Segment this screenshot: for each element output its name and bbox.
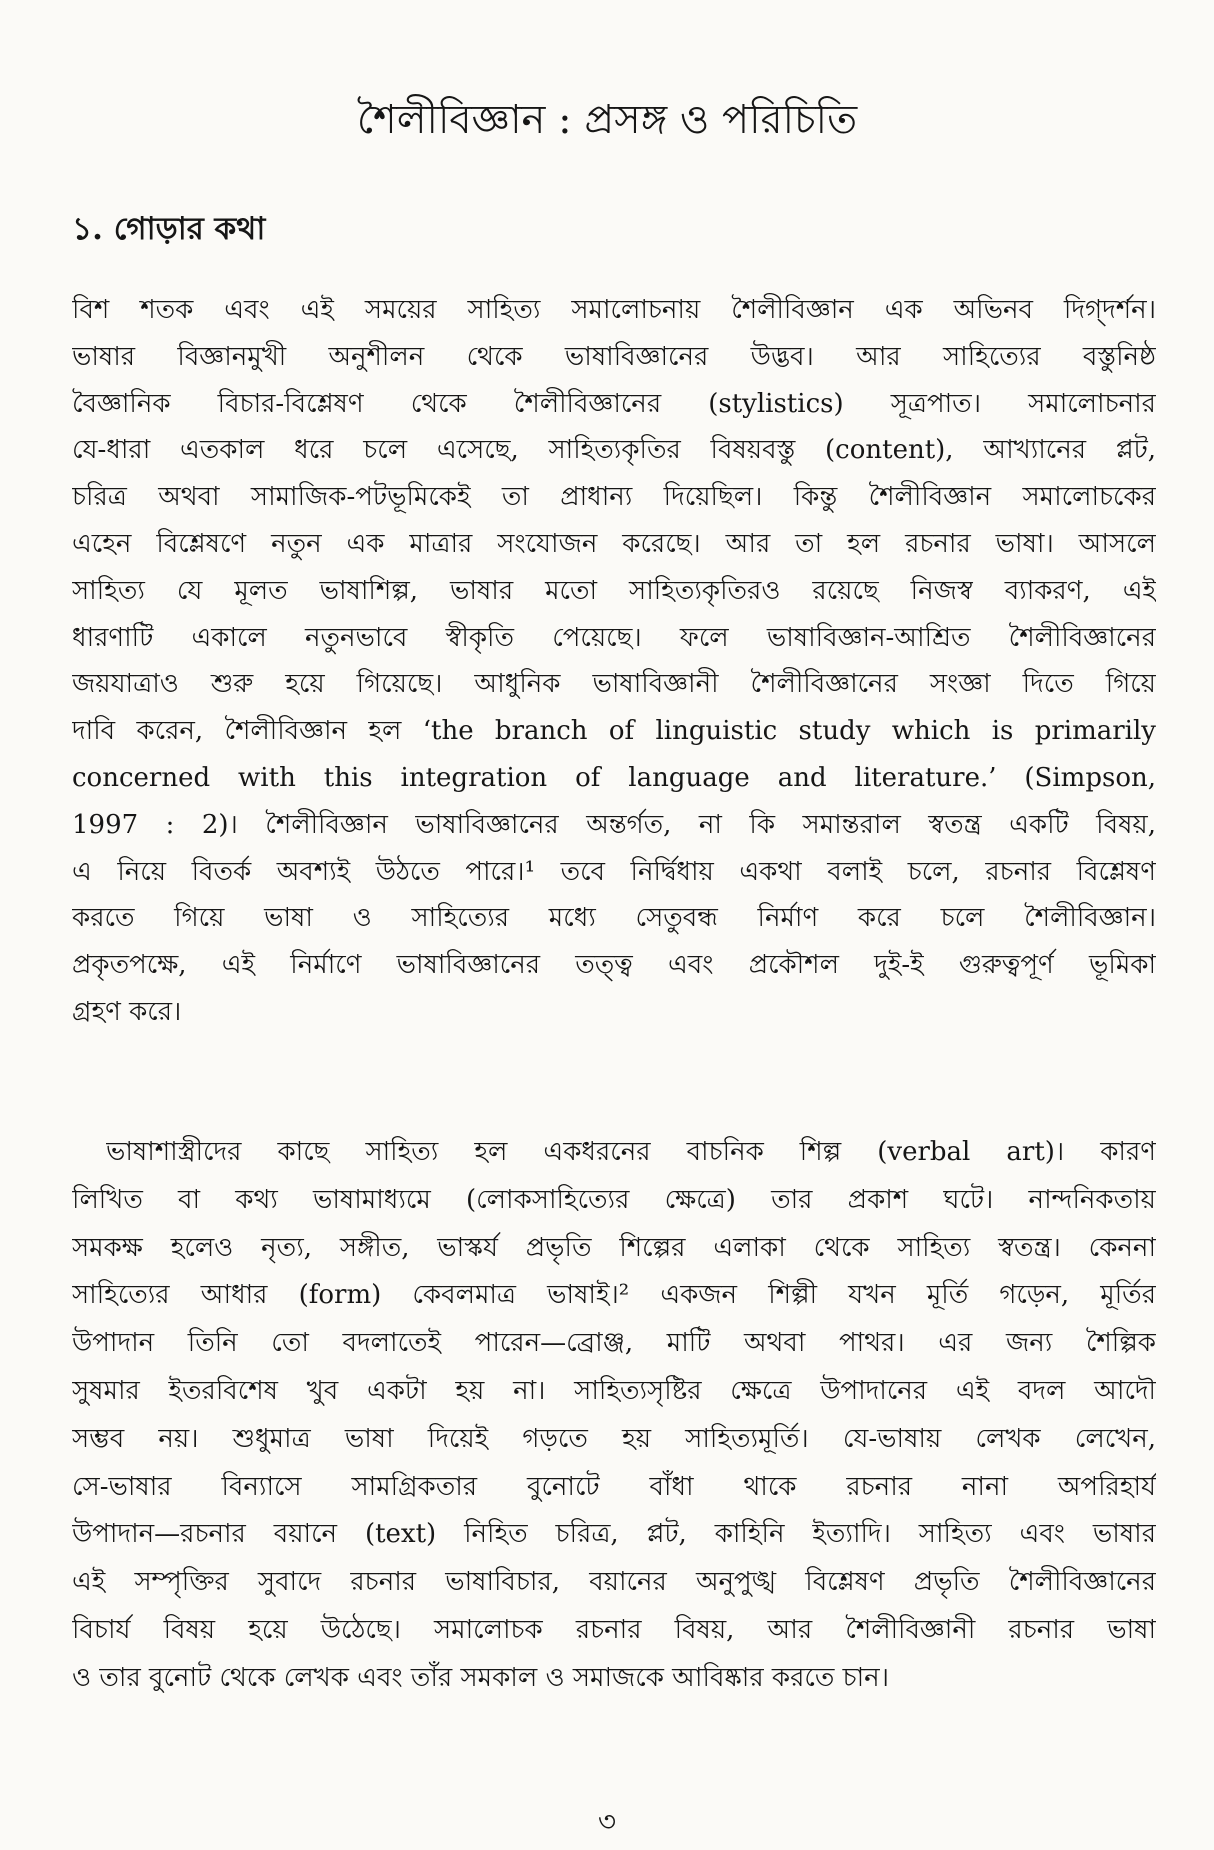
text-line: যে-ধারা এতকাল ধরে চলে এসেছে, সাহিত্যকৃতির বিষয়বস্তু (content), আখ্যানের প্লট, xyxy=(72,435,1156,466)
text-line: জয়যাত্রাও শুরু হয়ে গিয়েছে। আধুনিক ভাষাবিজ্ঞানী শৈলীবিজ্ঞানের সংজ্ঞা দিতে গিয়ে xyxy=(72,669,1156,700)
text-line: বিশ শতক এবং এই সময়ের সাহিত্য সমালোচনায় শৈলীবিজ্ঞান এক অভিনব দিগ্‌দর্শন। xyxy=(72,295,1156,325)
text-line: এ নিয়ে বিতর্ক অবশ্যই উঠতে পারে।¹ তবে নির্দ্বিধায় একথা বলাই চলে, রচনার বিশ্লেষণ xyxy=(72,856,1156,887)
text-line: সুষমার ইতরবিশেষ খুব একটা হয় না। সাহিত্যসৃষ্টির ক্ষেত্রে উপাদানের এই বদল আদৌ xyxy=(72,1376,1156,1406)
text-line: বিচার্য বিষয় হয়ে উঠেছে। সমালোচক রচনার বিষয়, আর শৈলীবিজ্ঞানী রচনার ভাষা xyxy=(72,1615,1156,1645)
text-line: দাবি করেন, শৈলীবিজ্ঞান হল ‘the branch of linguistic study which is primarily xyxy=(72,716,1156,747)
text-line: সমকক্ষ হলেও নৃত্য, সঙ্গীত, ভাস্কর্য প্রভৃতি শিল্পের এলাকা থেকে সাহিত্য স্বতন্ত্র। কেননা xyxy=(72,1232,1156,1263)
text-line: চরিত্র অথবা সামাজিক-পটভূমিকেই তা প্রাধান্য দিয়েছিল। কিন্তু শৈলীবিজ্ঞান সমালোচকের xyxy=(72,482,1156,513)
text-line: ভাষাশাস্ত্রীদের কাছে সাহিত্য হল একধরনের বাচনিক শিল্প (verbal art)। কারণ xyxy=(106,1137,1156,1167)
text-line: গ্রহণ করে। xyxy=(72,997,182,1027)
text-line: সে-ভাষার বিন্যাসে সামগ্রিকতার বুনোটে বাঁধা থাকে রচনার নানা অপরিহার্য xyxy=(72,1471,1156,1502)
text-line: উপাদান তিনি তো বদলাতেই পারেন—ব্রোঞ্জ, মাটি অথবা পাথর। এর জন্য শৈল্পিক xyxy=(72,1328,1156,1359)
text-line: ধারণাটি একালে নতুনভাবে স্বীকৃতি পেয়েছে। ফলে ভাষাবিজ্ঞান-আশ্রিত শৈলীবিজ্ঞানের xyxy=(72,622,1156,653)
text-line: করতে গিয়ে ভাষা ও সাহিত্যের মধ্যে সেতুবন্ধ নির্মাণ করে চলে শৈলীবিজ্ঞান। xyxy=(72,903,1156,934)
text-line: সম্ভব নয়। শুধুমাত্র ভাষা দিয়েই গড়তে হয় সাহিত্যমূর্তি। যে-ভাষায় লেখক লেখেন, xyxy=(72,1423,1156,1454)
text-line: এই সম্পৃক্তির সুবাদে রচনার ভাষাবিচার, বয়ানের অনুপুঙ্খ বিশ্লেষণ প্রভৃতি শৈলীবিজ্ঞানের xyxy=(72,1567,1156,1598)
text-line: সাহিত্যের আধার (form) কেবলমাত্র ভাষাই।² একজন শিল্পী যখন মূর্তি গড়েন, মূর্তির xyxy=(72,1280,1156,1311)
section-heading: ১. গোড়ার কথা xyxy=(72,211,266,247)
text-line: উপাদান—রচনার বয়ানে (text) নিহিত চরিত্র, প্লট, কাহিনি ইত্যাদি। সাহিত্য এবং ভাষার xyxy=(72,1519,1156,1550)
page-number: ৩ xyxy=(597,1805,617,1838)
text-line: 1997 : 2)। শৈলীবিজ্ঞান ভাষাবিজ্ঞানের অন্তর্গত, না কি সমান্তরাল স্বতন্ত্র একটি বিষয়, xyxy=(72,809,1156,840)
text-line: ও তার বুনোট থেকে লেখক এবং তাঁর সমকাল ও সমাজকে আবিষ্কার করতে চান। xyxy=(72,1662,889,1693)
text-line: প্রকৃতপক্ষে, এই নির্মাণে ভাষাবিজ্ঞানের তত্ত্ব এবং প্রকৌশল দুই-ই গুরুত্বপূর্ণ ভূমিকা xyxy=(72,950,1156,981)
text-line: বৈজ্ঞানিক বিচার-বিশ্লেষণ থেকে শৈলীবিজ্ঞানের (stylistics) সূত্রপাত। সমালোচনার xyxy=(72,388,1156,419)
text-line: ভাষার বিজ্ঞানমুখী অনুশীলন থেকে ভাষাবিজ্ঞানের উদ্ভব। আর সাহিত্যের বস্তুনিষ্ঠ xyxy=(72,341,1156,372)
chapter-title: শৈলীবিজ্ঞান : প্রসঙ্গ ও পরিচিতি xyxy=(356,97,858,143)
text-line: সাহিত্য যে মূলত ভাষাশিল্প, ভাষার মতো সাহিত্যকৃতিরও রয়েছে নিজস্ব ব্যাকরণ, এই xyxy=(72,575,1156,606)
text-line: এহেন বিশ্লেষণে নতুন এক মাত্রার সংযোজন করেছে। আর তা হল রচনার ভাষা। আসলে xyxy=(72,529,1156,559)
text-line: লিখিত বা কথ্য ভাষামাধ্যমে (লোকসাহিত্যের ক্ষেত্রে) তার প্রকাশ ঘটে। নান্দনিকতায় xyxy=(72,1184,1156,1215)
text-line: concerned with this integration of language and literature.’ (Simpson, xyxy=(72,763,1156,793)
